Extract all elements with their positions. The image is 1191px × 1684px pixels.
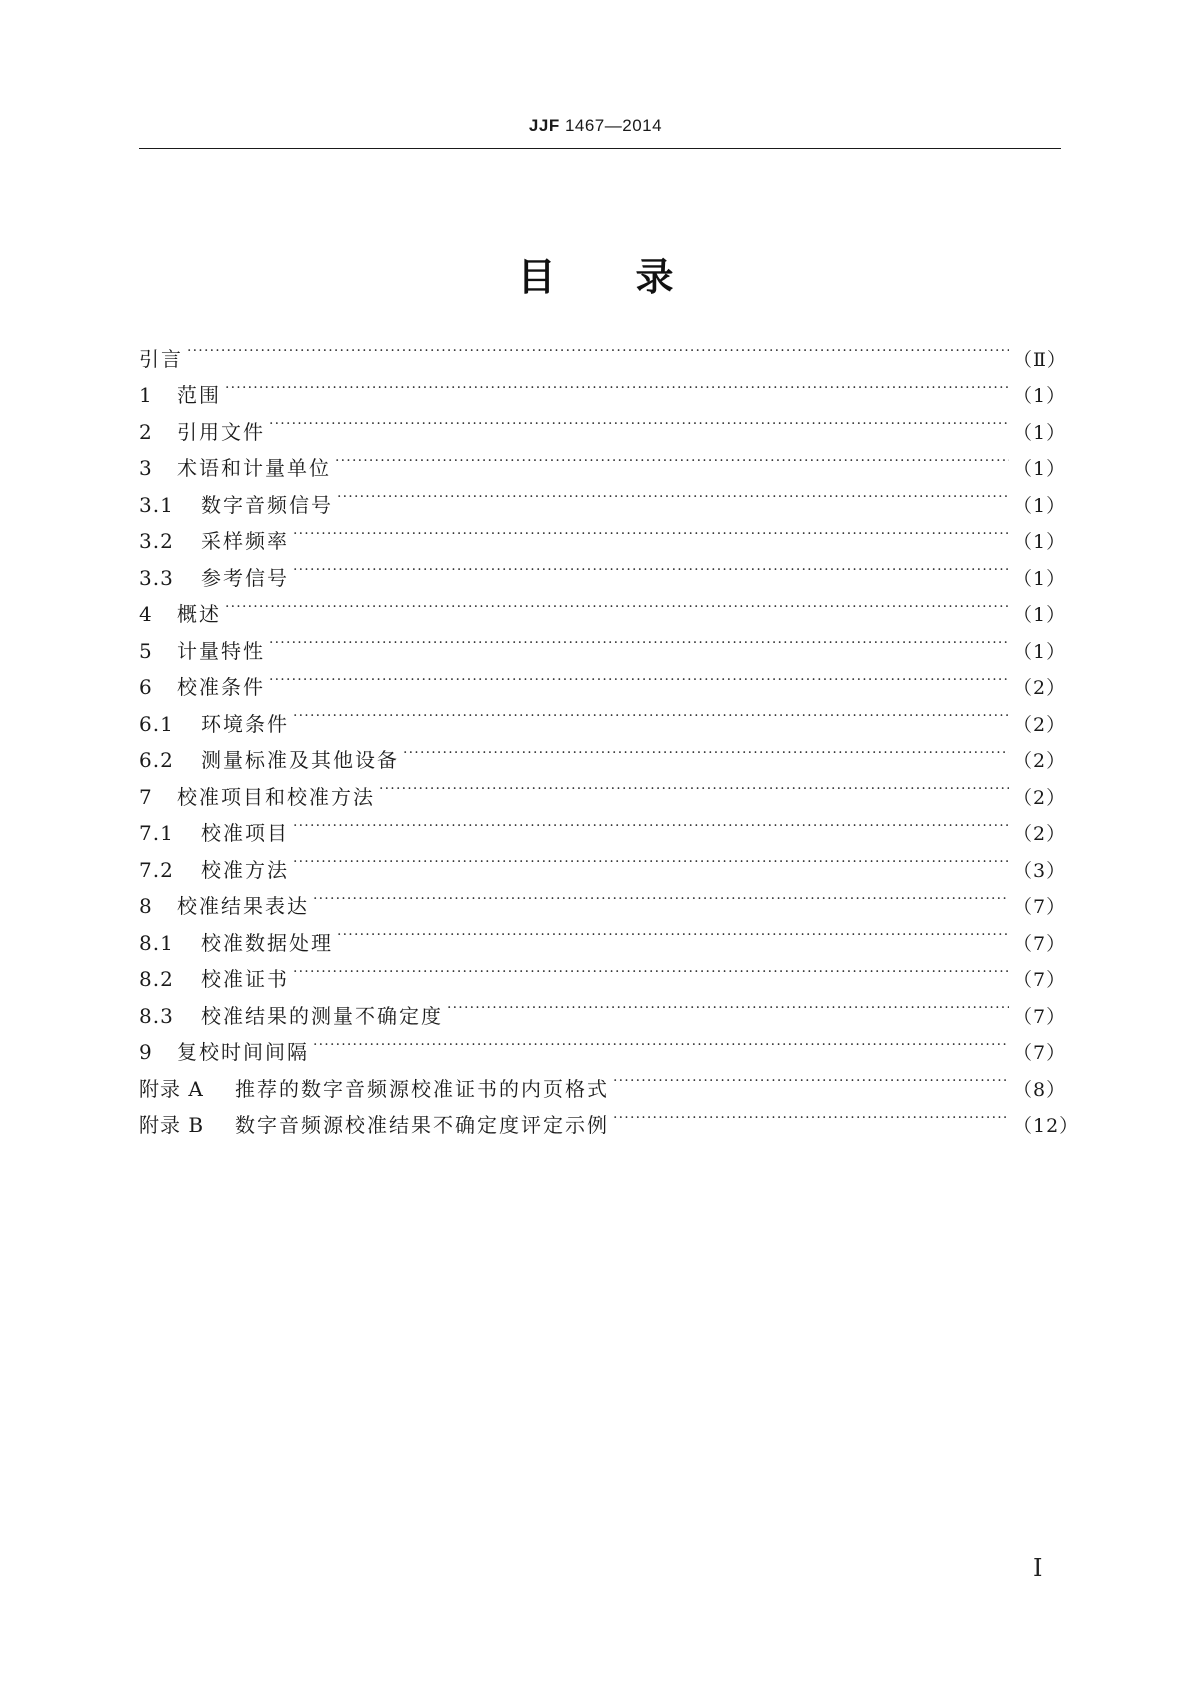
toc-entry-number: 9 xyxy=(139,1040,153,1064)
toc-entry-page: （3） xyxy=(1013,859,1067,882)
toc-dot-leader xyxy=(335,439,1009,476)
toc-entry-number: 3.3 xyxy=(139,565,174,590)
toc-dot-leader xyxy=(293,512,1009,549)
toc-entry-title: 数字音频源校准结果不确定度评定示例 xyxy=(235,1113,609,1137)
toc-entry-page: （1） xyxy=(1013,421,1067,444)
toc-entry-title: 校准项目 xyxy=(201,821,289,845)
page-number: Ⅰ xyxy=(1033,1554,1043,1582)
toc-entry-title: 参考信号 xyxy=(201,565,289,590)
table-of-contents xyxy=(139,329,1080,1137)
page-title xyxy=(0,246,1191,301)
toc-dot-leader xyxy=(379,767,1009,804)
toc-entry[interactable] xyxy=(139,329,1067,371)
toc-entry-page: （7） xyxy=(1013,896,1067,918)
toc-entry-number: 2 xyxy=(139,419,153,444)
toc-entry-number: 3 xyxy=(139,456,153,480)
toc-entry-number: 8.2 xyxy=(139,967,174,991)
toc-entry-number: 1 xyxy=(139,383,153,407)
toc-entry-number: 6 xyxy=(139,675,153,699)
toc-dot-leader xyxy=(293,548,1009,585)
toc-dot-leader xyxy=(337,475,1009,512)
toc-entry-number: 6.2 xyxy=(139,748,174,772)
toc-entry-number: 3.2 xyxy=(139,529,174,553)
toc-entry[interactable] xyxy=(139,585,1067,626)
toc-dot-leader xyxy=(187,329,1009,366)
toc-entry-number: 8.3 xyxy=(139,1003,174,1028)
toc-entry-number: 7.2 xyxy=(139,857,174,882)
toc-entry[interactable] xyxy=(139,658,1067,699)
toc-entry-title: 校准结果表达 xyxy=(177,894,309,918)
toc-entry-page: （7） xyxy=(1013,969,1067,991)
toc-dot-leader xyxy=(337,913,1009,950)
toc-entry-number: 7 xyxy=(139,784,153,809)
toc-dot-leader xyxy=(403,731,1009,768)
toc-entry-title: 计量特性 xyxy=(177,638,265,663)
toc-entry-title: 环境条件 xyxy=(201,711,289,736)
toc-entry-title: 校准证书 xyxy=(201,967,289,991)
toc-entry-title: 引用文件 xyxy=(177,419,265,444)
title-char-1: 目 xyxy=(517,255,556,299)
toc-entry-title: 推荐的数字音频源校准证书的内页格式 xyxy=(235,1076,609,1101)
toc-entry-title: 采样频率 xyxy=(201,529,289,553)
toc-entry-title: 术语和计量单位 xyxy=(177,456,331,480)
toc-dot-leader xyxy=(269,402,1009,439)
toc-entry[interactable] xyxy=(139,694,1067,736)
toc-entry[interactable] xyxy=(139,621,1067,663)
toc-entry-title: 复校时间间隔 xyxy=(177,1040,309,1064)
toc-entry-title: 校准结果的测量不确定度 xyxy=(201,1003,443,1028)
toc-entry-page: （7） xyxy=(1013,1042,1067,1064)
toc-entry-page: （1） xyxy=(1013,494,1067,517)
toc-entry-page: （1） xyxy=(1013,640,1067,663)
toc-entry-number: 3.1 xyxy=(139,492,174,517)
toc-entry-page: （2） xyxy=(1013,713,1067,736)
toc-dot-leader xyxy=(269,621,1009,658)
toc-dot-leader xyxy=(293,950,1009,987)
toc-entry-page: （1） xyxy=(1013,458,1067,480)
toc-entry-title: 测量标准及其他设备 xyxy=(201,748,399,772)
toc-entry-page: （2） xyxy=(1013,786,1067,809)
toc-entry-number: 5 xyxy=(139,638,153,663)
toc-entry-page: （7） xyxy=(1013,932,1067,955)
toc-dot-leader xyxy=(293,694,1009,731)
toc-entry-page: （12） xyxy=(1013,1115,1080,1137)
toc-entry-title: 校准方法 xyxy=(201,857,289,882)
toc-entry-title: 概述 xyxy=(177,602,221,626)
toc-entry[interactable] xyxy=(139,366,1067,407)
toc-dot-leader xyxy=(293,840,1009,877)
toc-dot-leader xyxy=(225,585,1009,622)
toc-entry-page: （8） xyxy=(1013,1078,1067,1101)
toc-entry-number: 7.1 xyxy=(139,821,174,845)
toc-entry-number: 8 xyxy=(139,894,153,918)
toc-dot-leader xyxy=(613,1096,1009,1133)
toc-entry-number: 附录 B xyxy=(139,1113,205,1137)
toc-entry-number: 4 xyxy=(139,602,153,626)
toc-dot-leader xyxy=(293,804,1009,841)
toc-entry-number: 8.1 xyxy=(139,930,174,955)
toc-entry-title: 引言 xyxy=(139,346,183,371)
toc-dot-leader xyxy=(269,658,1009,695)
header-rule xyxy=(139,148,1061,149)
toc-dot-leader xyxy=(613,1059,1009,1096)
toc-entry-page: （1） xyxy=(1013,385,1067,407)
toc-entry-page: （2） xyxy=(1013,823,1067,845)
toc-entry[interactable] xyxy=(139,402,1067,444)
toc-entry-page: （1） xyxy=(1013,604,1067,626)
toc-entry-title: 范围 xyxy=(177,383,221,407)
toc-entry-page: （Ⅱ） xyxy=(1013,348,1067,371)
toc-entry-title: 数字音频信号 xyxy=(201,492,333,517)
toc-entry-page: （1） xyxy=(1013,531,1067,553)
toc-entry-title: 校准数据处理 xyxy=(201,930,333,955)
toc-entry-title: 校准项目和校准方法 xyxy=(177,784,375,809)
toc-entry-number: 附录 A xyxy=(139,1076,204,1101)
toc-dot-leader xyxy=(313,1023,1009,1060)
running-header xyxy=(0,116,1191,136)
toc-entry-number: 6.1 xyxy=(139,711,174,736)
toc-entry-page: （2） xyxy=(1013,677,1067,699)
toc-dot-leader xyxy=(447,986,1009,1023)
toc-entry-page: （1） xyxy=(1013,567,1067,590)
title-char-2: 录 xyxy=(635,255,674,299)
standard-prefix: JJF xyxy=(528,116,560,135)
toc-entry[interactable] xyxy=(139,439,1067,480)
toc-entry-page: （2） xyxy=(1013,750,1067,772)
toc-entry-title: 校准条件 xyxy=(177,675,265,699)
toc-entry-page: （7） xyxy=(1013,1005,1067,1028)
toc-dot-leader xyxy=(313,877,1009,914)
standard-code: 1467—2014 xyxy=(564,116,663,135)
toc-dot-leader xyxy=(225,366,1009,403)
